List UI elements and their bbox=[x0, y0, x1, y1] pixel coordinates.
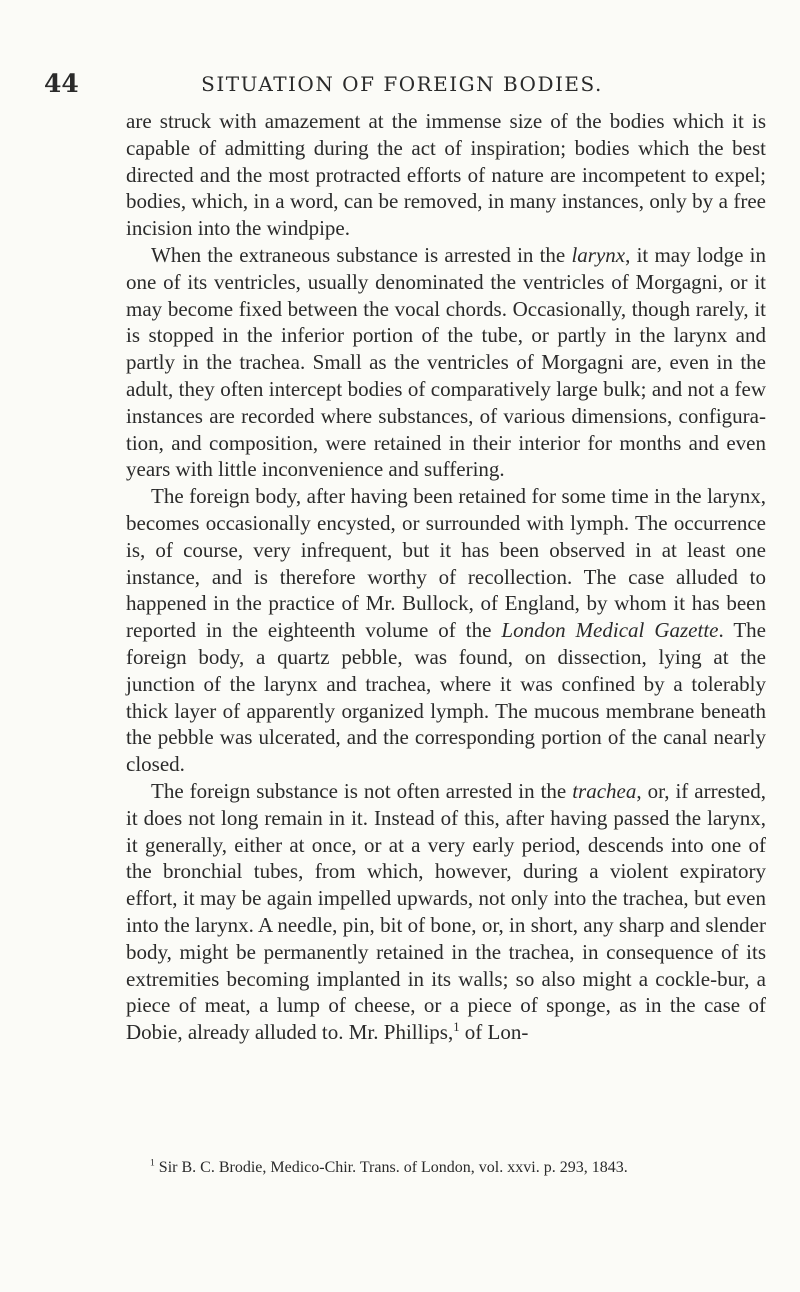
paragraph bbox=[126, 483, 766, 778]
text-segment: are struck with amazement at the immense size of the bodies which it is capable of admitting during the act of inspiration; bodies which the best directed and the most protracted efforts of nature are incompetent to expel; bodies, which, in a word, can be removed, in many instances, only by a free incision into the windpipe. bbox=[126, 109, 766, 241]
italic-text: larynx bbox=[571, 242, 626, 267]
footnote-reference: 1 bbox=[453, 1020, 460, 1035]
text-segment: The foreign substance is not often arrested in the bbox=[151, 778, 573, 803]
italic-text: London Medical Gazette bbox=[501, 618, 719, 643]
italic-text: trachea bbox=[572, 778, 637, 803]
text-segment: When the extraneous substance is arrested in the bbox=[151, 242, 572, 267]
text-segment: The foreign body, after having been retained for some time in the larynx, becomes occasionally encysted, or surrounded with lymph. The occurrence is, of course, very infrequent, but it has been observed in at least one instance, and is therefore worthy of recollection. The case alluded to happened in the practice of Mr. Bullock, of England, by whom it has been reported in the eighteenth volume of the bbox=[126, 484, 766, 643]
text-segment: , or, if arrested, it does not long remain in it. Instead of this, after having passed the larynx, it generally, either at once, or at a very early period, descends into one of the bronchial tubes, from which, however, during a violent expiratory effort, it may be again impelled upwards, not only into the trachea, but even into the larynx. A needle, pin, bit of bone, or, in short, any sharp and slender body, might be permanently retained in the trachea, in consequence of its extremities becoming implanted in its walls; so also might a cockle-bur, a piece of meat, a lump of cheese, or a piece of sponge, as in the case of Dobie, already alluded to. Mr. Phillips, bbox=[126, 778, 766, 1045]
paragraph bbox=[126, 108, 766, 242]
page-header bbox=[44, 70, 760, 98]
footnote bbox=[150, 1158, 766, 1178]
footnote-text: Sir B. C. Brodie, Medico-Chir. Trans. of London, vol. xxvi. p. 293, 1843. bbox=[154, 1159, 628, 1176]
paragraph bbox=[126, 778, 766, 1046]
text-segment: , it may lodge in one of its ventricles, usually denominated the ventricles of Morgagni, or it may become fixed between the vocal chords. Occasionally, though rarely, it is stopped in the inferior portion of the tube, or partly in the larynx and partly in the trachea. Small as the ventricles of Morgagni are, even in the adult, they often intercept bodies of comparatively large bulk; and not a few instances are recorded where substances, of various dimensions, configuration, and composition, were retained in their interior for months and even years with little inconvenience and suffering. bbox=[126, 242, 766, 482]
running-title: SITUATION OF FOREIGN BODIES. bbox=[201, 72, 603, 96]
footnote-marker: 1 bbox=[150, 1157, 155, 1169]
text-segment: of Lon- bbox=[459, 1020, 529, 1045]
paragraph bbox=[126, 242, 766, 483]
page-number: 44 bbox=[44, 69, 79, 98]
body-text bbox=[126, 108, 766, 1046]
text-segment: . The foreign body, a quartz pebble, was found, on dissection, lying at the junction of the larynx and trachea, where it was confined by a tolerably thick layer of apparently organized lymph. The mucous membrane beneath the pebble was ulcerated, and the corresponding portion of the canal nearly closed. bbox=[126, 618, 766, 777]
